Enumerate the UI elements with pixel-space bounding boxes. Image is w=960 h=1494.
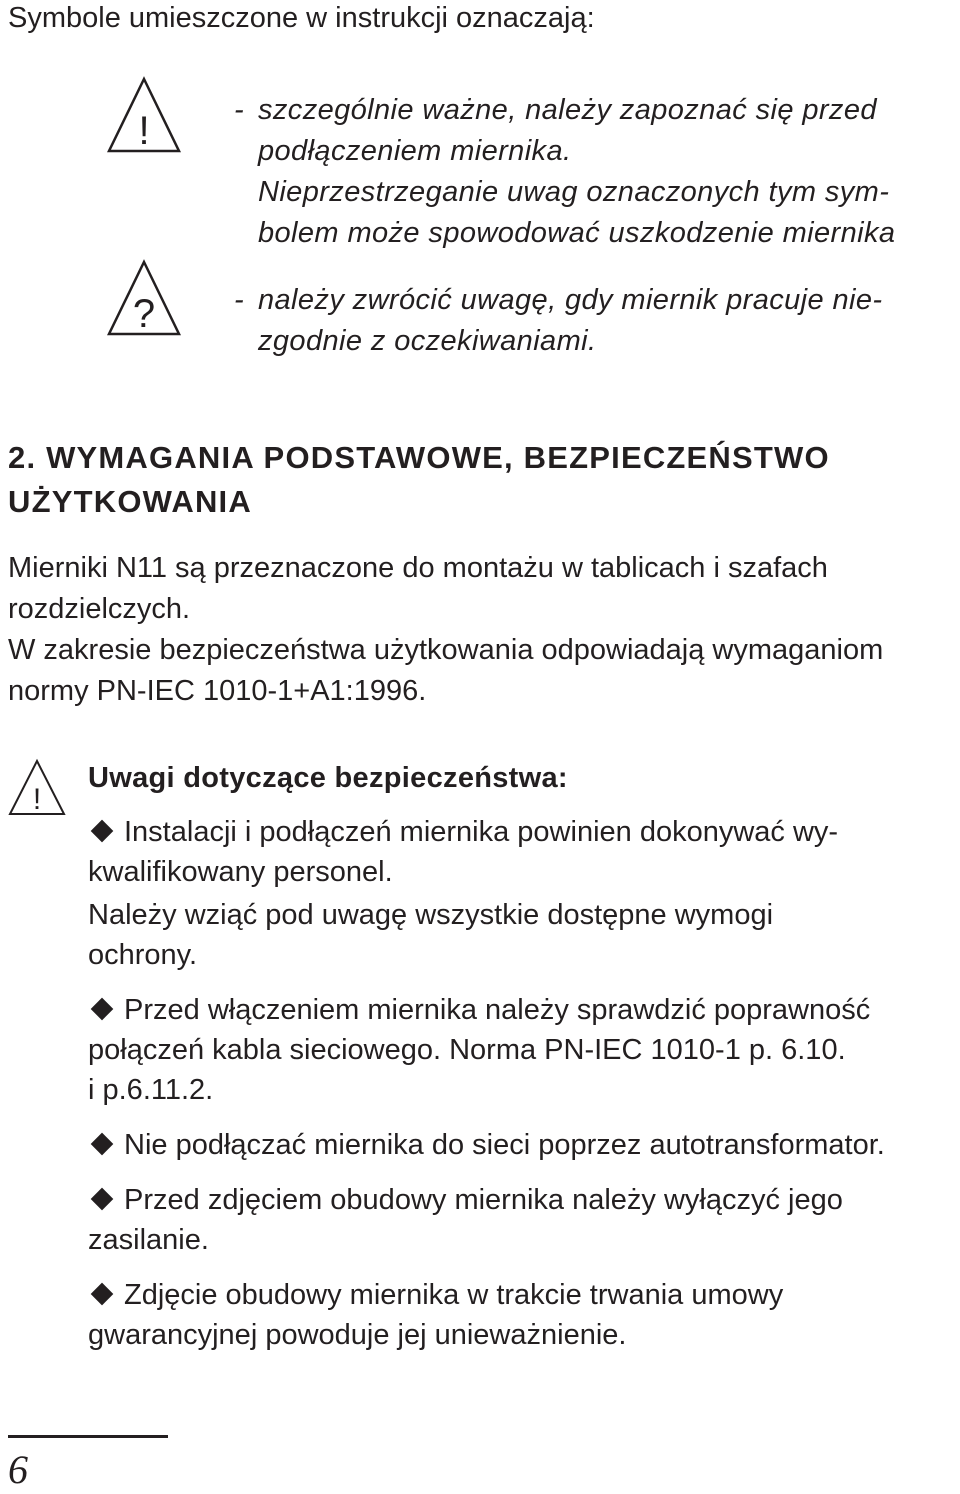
symbol-line: zgodnie z oczekiwaniami.	[258, 325, 597, 357]
list-note	[88, 895, 948, 975]
paragraph-line: normy PN-IEC 1010-1+A1:1996.	[8, 675, 427, 707]
item-text: Przed włączeniem miernika należy sprawdzić poprawność	[124, 994, 871, 1026]
paragraph	[8, 548, 956, 630]
list-item	[88, 1125, 948, 1165]
note-line: ochrony.	[88, 939, 198, 971]
warning-glyph: ?	[132, 292, 156, 336]
symbol-line: Nieprzestrzeganie uwag oznaczonych tym sym-	[258, 176, 890, 208]
warning-exclamation-icon	[8, 758, 66, 818]
symbol-description: - szczególnie ważne, należy zapoznać się przed podłączeniem miernika. Nieprzestrzeganie uwag oznaczonych tym sym- bolem może spowodować uszkodzenie miernika	[234, 90, 950, 254]
warning-exclamation-icon	[106, 75, 182, 155]
paragraph-line: W zakresie bezpieczeństwa użytkowania odpowiadają wymaganiom	[8, 634, 884, 666]
item-text: gwarancyjnej powoduje jej unieważnienie.	[88, 1319, 627, 1351]
paragraph	[8, 630, 956, 712]
bullet-diamond-icon	[91, 1133, 114, 1156]
item-text: połączeń kabla sieciowego. Norma PN-IEC 1010-1 p. 6.10.	[88, 1034, 846, 1066]
note-line: Należy wziąć pod uwagę wszystkie dostępne wymogi	[88, 899, 774, 931]
bullet-diamond-icon	[91, 1283, 114, 1306]
symbol-line: szczególnie ważne, należy zapoznać się przed	[258, 94, 877, 126]
bullet-diamond-icon	[91, 998, 114, 1021]
symbol-line: należy zwrócić uwagę, gdy miernik pracuje nie-	[258, 284, 883, 316]
page-number: 6	[8, 1447, 28, 1492]
symbol-description: - należy zwrócić uwagę, gdy miernik pracuje nie- zgodnie z oczekiwaniami.	[234, 280, 950, 362]
symbol-line: podłączeniem miernika.	[258, 135, 572, 167]
item-text: zasilanie.	[88, 1224, 209, 1256]
intro-text: Symbole umieszczone w instrukcji oznaczają:	[8, 2, 595, 34]
warning-glyph: !	[32, 783, 42, 816]
heading-line: UŻYTKOWANIA	[8, 484, 252, 519]
warning-glyph: !	[138, 109, 150, 153]
list-item	[88, 1275, 948, 1355]
footer-rule	[8, 1435, 168, 1438]
bullet-diamond-icon	[91, 1188, 114, 1211]
item-text: Instalacji i podłączeń miernika powinien dokonywać wy-	[124, 816, 839, 848]
heading-line: 2. WYMAGANIA PODSTAWOWE, BEZPIECZEŃSTWO	[8, 440, 830, 475]
item-text: i p.6.11.2.	[88, 1074, 214, 1106]
warning-question-icon	[106, 258, 182, 338]
paragraph-line: rozdzielczych.	[8, 593, 191, 625]
list-item	[88, 1180, 948, 1260]
bullet-diamond-icon	[91, 820, 114, 843]
paragraph-line: Mierniki N11 są przeznaczone do montażu w tablicach i szafach	[8, 552, 828, 584]
symbol-line: bolem może spowodować uszkodzenie miernika	[258, 217, 896, 249]
item-text: Zdjęcie obudowy miernika w trakcie trwania umowy	[124, 1279, 784, 1311]
item-text: Przed zdjęciem obudowy miernika należy wyłączyć jego	[124, 1184, 843, 1216]
safety-list	[88, 812, 948, 1370]
item-text: Nie podłączać miernika do sieci poprzez autotransformator.	[124, 1129, 885, 1161]
section-heading	[8, 436, 948, 524]
list-item	[88, 812, 948, 892]
list-item	[88, 990, 948, 1110]
safety-title: Uwagi dotyczące bezpieczeństwa:	[88, 762, 568, 794]
item-text: kwalifikowany personel.	[88, 856, 393, 888]
